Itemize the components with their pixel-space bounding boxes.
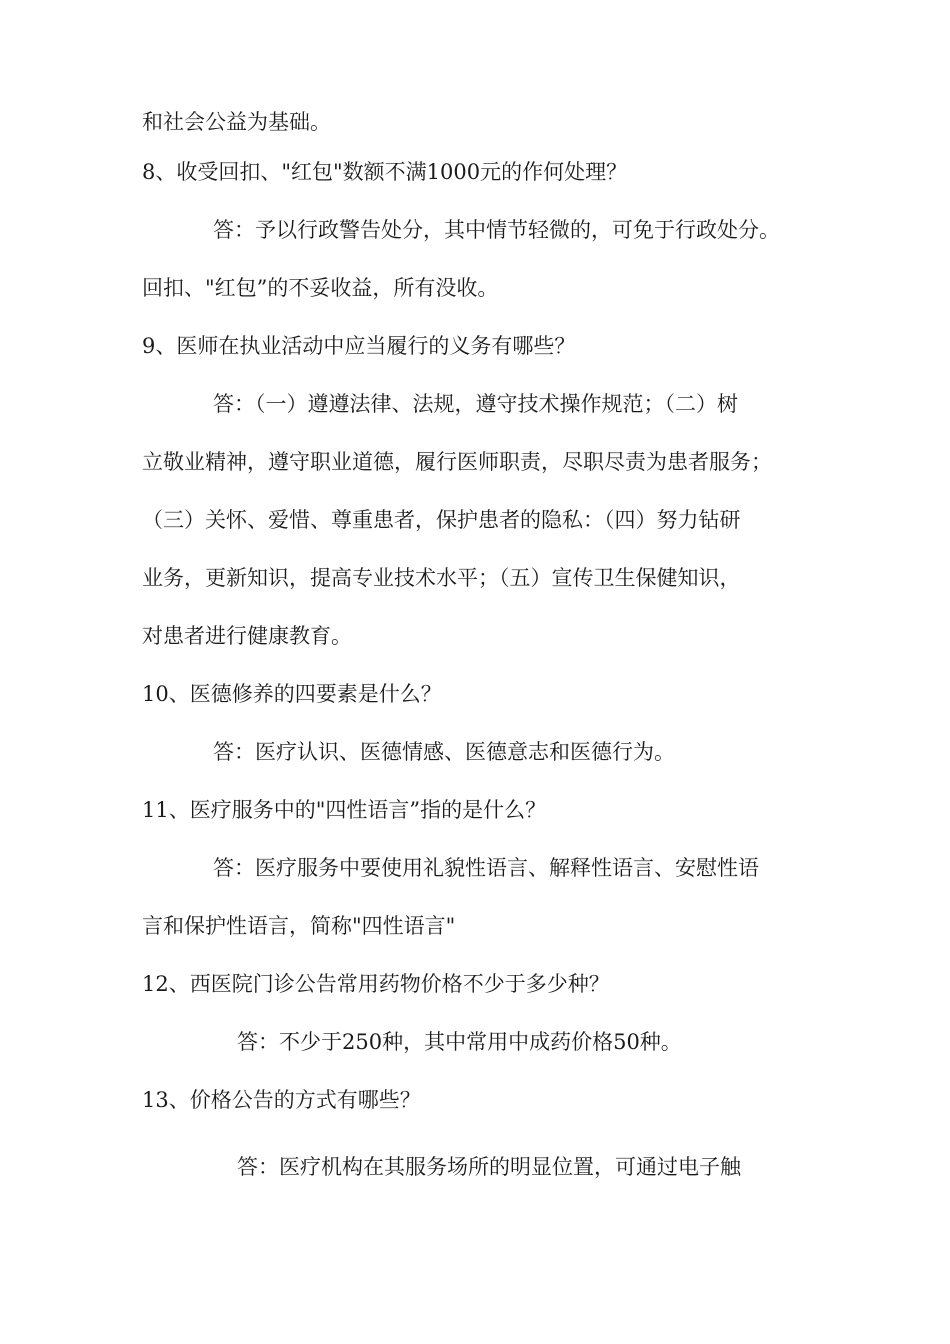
answer-13-line-1: 答：医疗机构在其服务场所的明显位置，可通过电子触 xyxy=(237,1155,741,1179)
answer-9-line-4: 业务，更新知识，提高专业技术水平；（五）宣传卫生保健知识， xyxy=(142,566,741,590)
question-11: 11、医疗服务中的"四性语言”指的是什么？ xyxy=(142,798,547,822)
answer-12: 答：不少于250种，其中常用中成药价格50种。 xyxy=(237,1030,682,1054)
question-12: 12、西医院门诊公告常用药物价格不少于多少种？ xyxy=(142,972,610,996)
question-10: 10、医德修养的四要素是什么？ xyxy=(142,682,442,706)
answer-8-line-2: 回扣、"红包”的不妥收益，所有没收。 xyxy=(142,276,499,300)
answer-9-line-3: （三）关怀、爱惜、尊重患者，保护患者的隐私：（四）努力钻研 xyxy=(142,508,741,532)
answer-10: 答：医疗认识、医德情感、医德意志和医德行为。 xyxy=(213,740,675,764)
text-line-continuation: 和社会公益为基础。 xyxy=(142,110,331,134)
answer-11-line-1: 答：医疗服务中要使用礼貌性语言、解释性语言、安慰性语 xyxy=(213,856,759,880)
answer-11-line-2: 言和保护性语言，简称"四性语言" xyxy=(142,914,456,938)
question-8: 8、收受回扣、"红包"数额不满1000元的作何处理？ xyxy=(142,160,628,184)
answer-9-line-1: 答：（一）遵遵法律、法规，遵守技术操作规范；（二）树 xyxy=(213,392,738,416)
answer-9-line-2: 立敬业精神，遵守职业道德，履行医师职责，尽职尽责为患者服务； xyxy=(142,450,772,474)
answer-9-line-5: 对患者进行健康教育。 xyxy=(142,624,352,648)
question-13: 13、价格公告的方式有哪些？ xyxy=(142,1088,421,1112)
question-9: 9、医师在执业活动中应当履行的义务有哪些？ xyxy=(142,334,576,358)
answer-8-line-1: 答：予以行政警告处分，其中情节轻微的，可免于行政处分。 xyxy=(213,218,780,242)
